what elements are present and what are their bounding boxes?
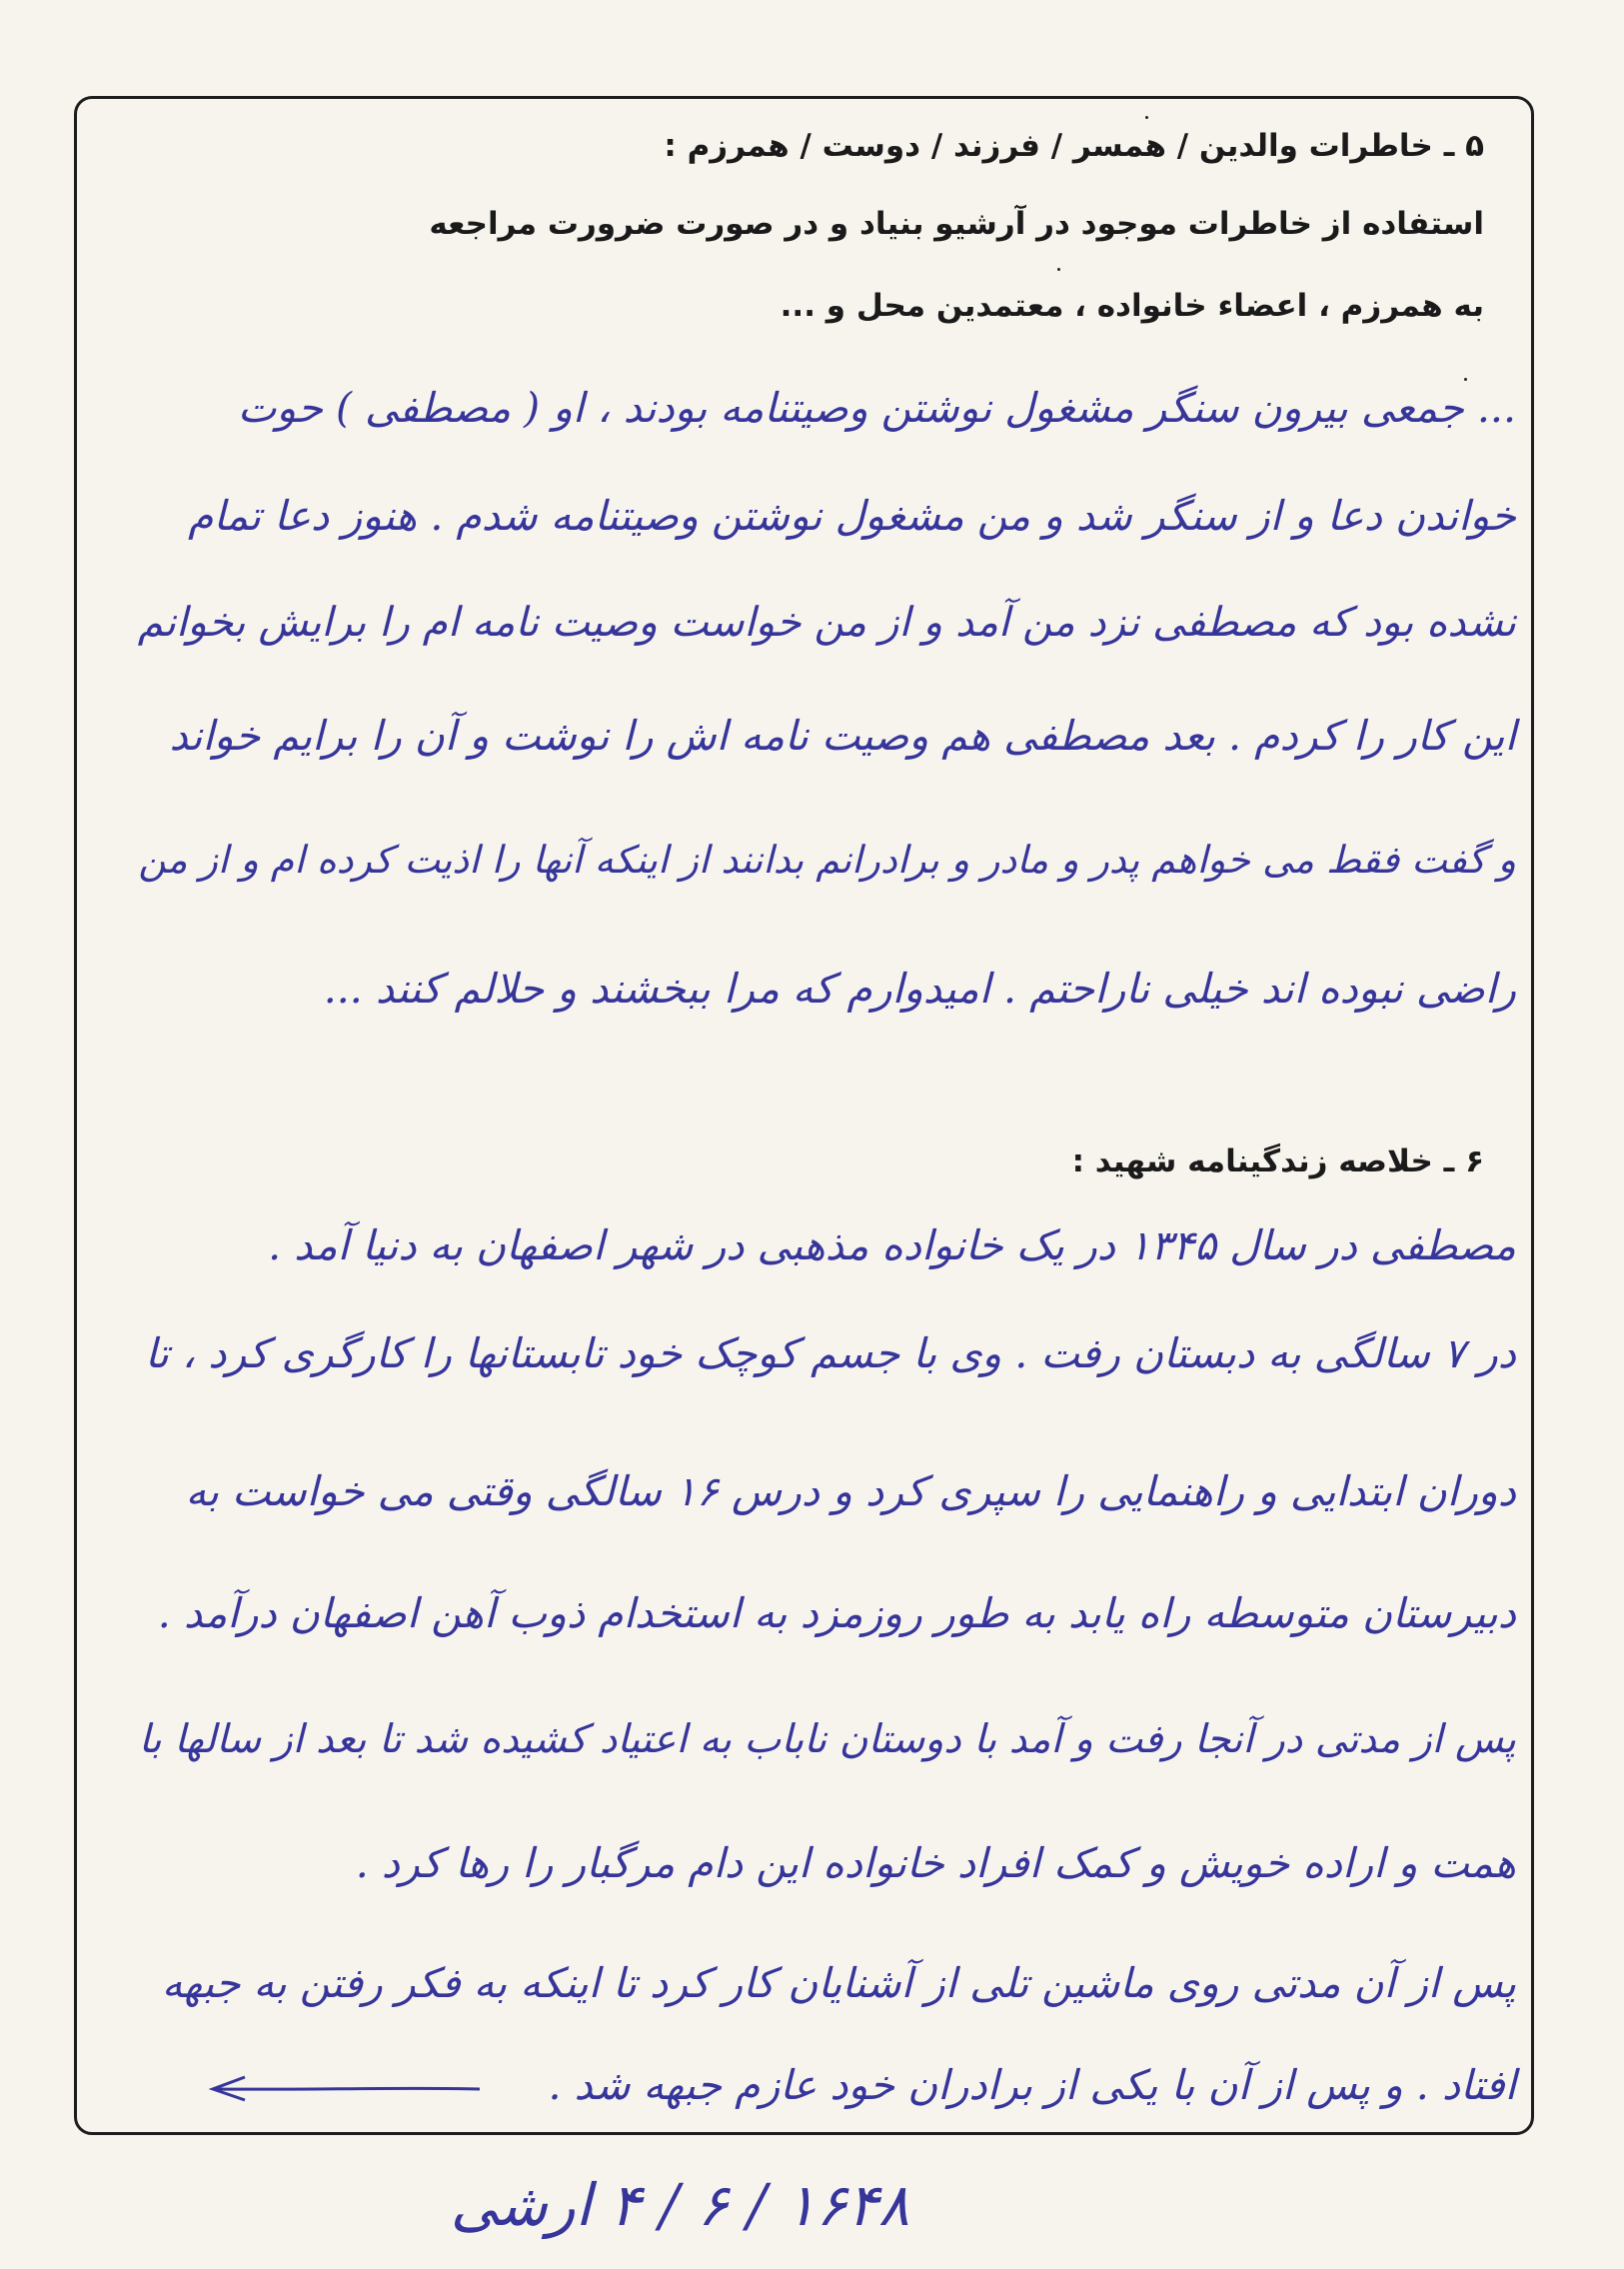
memory-line: و گفت فقط می خواهم پدر و مادر و برادرانم بدانند از اینکه آنها را اذیت کرده ام و از من [138, 838, 1516, 882]
bio-line: در ۷ سالگی به دبستان رفت . وی با جسم کوچک خود تابستانها را کارگری کرد ، تا [145, 1329, 1516, 1377]
continue-arrow-icon [205, 2073, 485, 2103]
bio-line: پس از آن مدتی روی ماشین تلی از آشنایان کار کرد تا اینکه به فکر رفتن به جبهه [161, 1959, 1516, 2007]
section5-heading: ۵ ـ خاطرات والدین / همسر / فرزند / دوست / همرزم : [664, 128, 1484, 164]
section6-heading: ۶ ـ خلاصه زندگینامه شهید : [1071, 1143, 1484, 1179]
memory-line: ... جمعی بیرون سنگر مشغول نوشتن وصیتنامه بودند ، او ( مصطفی ) حوت [237, 384, 1516, 432]
archive-number: ۱۶۴۸ / ۶ / ۴ ارشی [450, 2171, 909, 2239]
bio-line: دبیرستان متوسطه راه یابد به طور روزمزد به استخدام ذوب آهن اصفهان درآمد . [157, 1589, 1516, 1637]
memory-line: خواندن دعا و از سنگر شد و من مشغول نوشتن وصیتنامه شدم . هنوز دعا تمام [188, 492, 1516, 540]
bio-line: پس از مدتی در آنجا رفت و آمد با دوستان ناباب به اعتیاد کشیده شد تا بعد از سالها با [138, 1717, 1516, 1762]
bio-line: افتاد . و پس از آن با یکی از برادران خود عازم جبهه شد . [548, 2061, 1516, 2109]
bio-line: مصطفی در سال ۱۳۴۵ در یک خانواده مذهبی در شهر اصفهان به دنیا آمد . [268, 1221, 1516, 1269]
section5-instruction-line-2: به همرزم ، اعضاء خانواده ، معتمدین محل و ... [780, 288, 1484, 324]
section5-instruction-line-1: استفاده از خاطرات موجود در آرشیو بنیاد و در صورت ضرورت مراجعه [429, 206, 1484, 242]
memory-line: راضی نبوده اند خیلی ناراحتم . امیدوارم که مرا ببخشند و حلالم کنند ... [323, 965, 1516, 1013]
memory-line: این کار را کردم . بعد مصطفی هم وصیت نامه اش را نوشت و آن را برایم خواند [169, 712, 1516, 760]
memory-line: نشده بود که مصطفی نزد من آمد و از من خواست وصیت نامه ام را برایش بخوانم [137, 598, 1516, 646]
bio-line: همت و اراده خویش و کمک افراد خانواده این دام مرگبار را رها کرد . [355, 1839, 1516, 1887]
bio-line: دوران ابتدایی و راهنمایی را سپری کرد و درس ۱۶ سالگی وقتی می خواست به [185, 1467, 1516, 1515]
